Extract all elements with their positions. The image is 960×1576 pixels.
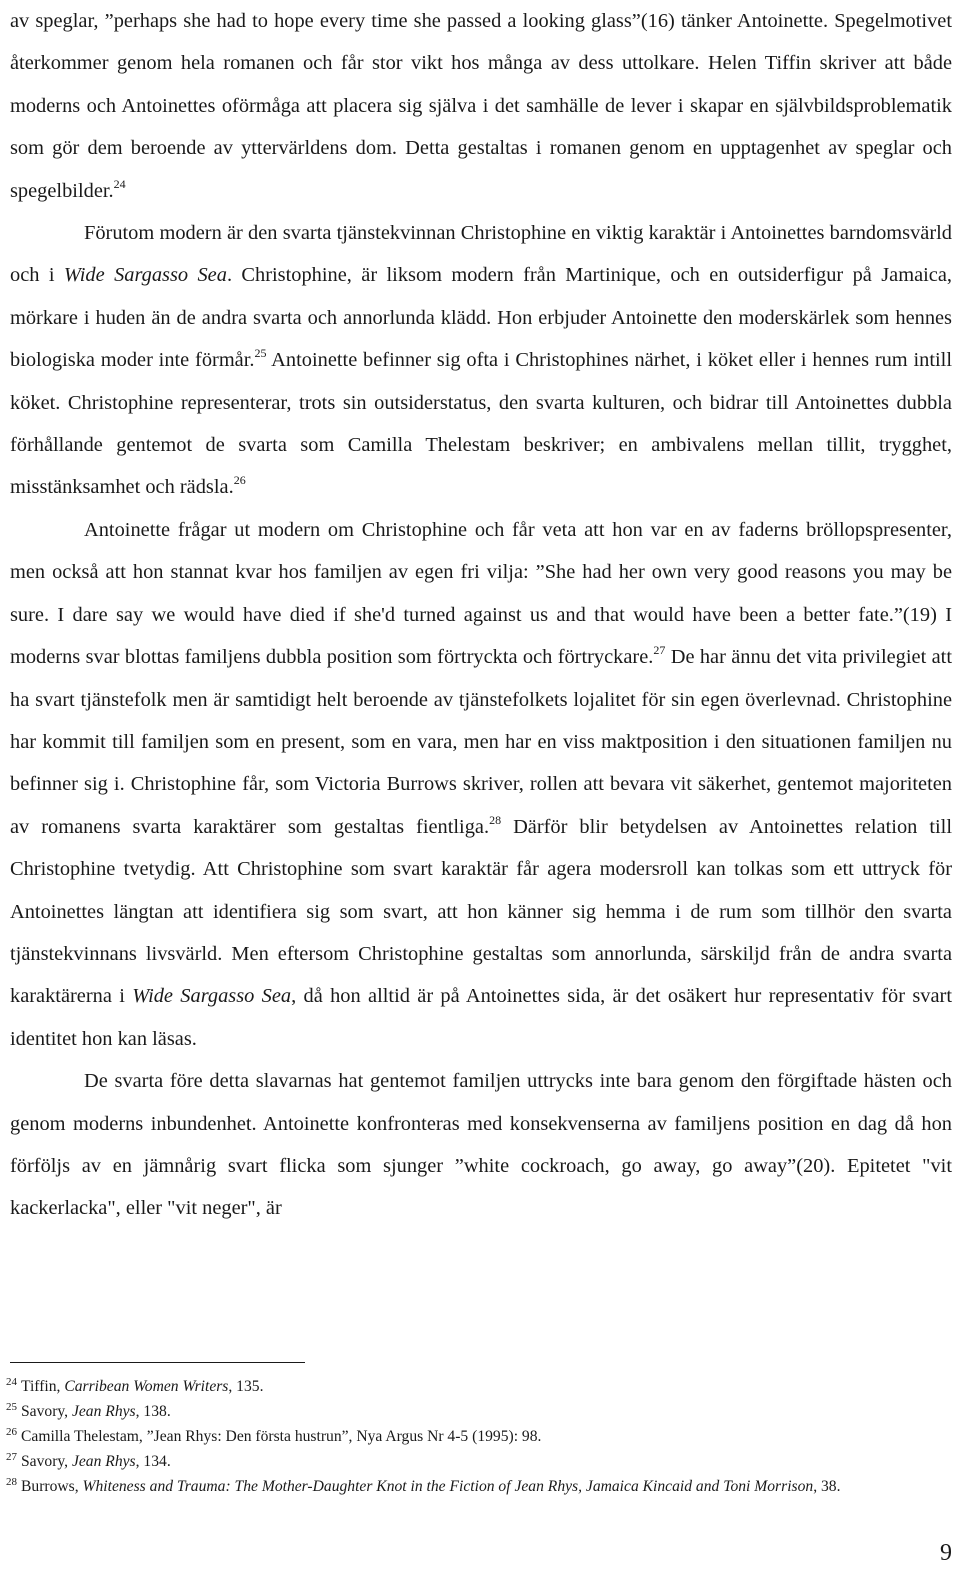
- footnote-number: 24: [6, 1376, 17, 1388]
- paragraph-4: [10, 1060, 952, 1230]
- paragraph-4-text: De svarta före detta slavarnas hat gentemot familjen uttrycks inte bara genom den förgiftade hästen och genom moderns inbundenhet. Antoinette konfronteras med konsekvenserna av familjens position en dag då hon förföljs av en jämnårig svart flicka som sjunger ”white cockroach, go away, go away”(20). Epitetet "vit kackerlacka", eller "vit neger", är: [10, 1070, 952, 1220]
- paragraph-3: [10, 509, 952, 1060]
- footnote-text: Burrows,: [21, 1478, 83, 1495]
- paragraph-1-text: av speglar, ”perhaps she had to hope every time she passed a looking glass”(16) tänker Antoinette. Spegelmotivet återkommer genom hela romanen och får stor vikt hos många av dess uttolkare. Helen Tiffin skriver att både moderns och Antoinettes oförmåga att placera sig själva i det samhälle de lever i skapar en självbildsproblematik som gör dem beroende av yttervärldens dom. Detta gestaltas i romanen genom en upptagenhet av speglar och spegelbilder.: [10, 10, 952, 202]
- footnote-number: 28: [6, 1476, 17, 1488]
- footnote-text: , 138.: [135, 1403, 171, 1420]
- footnote-ref-27[interactable]: 27: [653, 643, 666, 658]
- footnote-ref-25[interactable]: 25: [254, 346, 267, 361]
- footnote-number: 27: [6, 1451, 17, 1463]
- paragraph-2: [10, 212, 952, 509]
- paragraph-1: [10, 0, 952, 212]
- footnote-ref-26[interactable]: 26: [233, 473, 246, 488]
- footnote-text: Savory,: [21, 1403, 72, 1420]
- paragraph-3-text-a: Antoinette frågar ut modern om Christophine och får veta att hon var en av faderns bröllopspresenter, men också att hon stannat kvar hos familjen av egen fri vilja: ”She had her own very good reasons you may be sure. I dare say we would have died if she'd turned against us and that would have been a better fate.”(19) I moderns svar blottas familjens dubbla position som förtryckta och förtryckare.: [10, 518, 952, 669]
- footnote-text: Camilla Thelestam, ”Jean Rhys: Den första hustrun”, Nya Argus Nr 4-5 (1995): 98.: [21, 1428, 542, 1445]
- footnote-title: Carribean Women Writers: [64, 1378, 229, 1395]
- footnote-title: Whiteness and Trauma: The Mother-Daughter Knot in the Fiction of Jean Rhys, Jamaica Kincaid and Toni Morrison: [82, 1478, 814, 1495]
- footnote-text: , 135.: [228, 1378, 264, 1395]
- footnote-text: , 38.: [813, 1478, 841, 1495]
- footnote-text: Tiffin,: [21, 1378, 65, 1395]
- footnote-divider: [10, 1362, 305, 1363]
- footnote-number: 26: [6, 1426, 17, 1438]
- paragraph-3-text-d: , då hon alltid är på Antoinettes sida, är det osäkert hur representativ för svart identitet hon kan läsas.: [10, 985, 953, 1050]
- paragraph-2-text-a: Förutom modern är den svarta tjänstekvinnan Christophine en viktig karaktär i Antoinettes barndomsvärld och i: [10, 222, 952, 287]
- paragraph-3-text-b: De har ännu det vita privilegiet att ha svart tjänstefolk men är samtidigt helt beroende av tjänstefolkets lojalitet för sin egen överlevnad. Christophine har kommit till familjen som en present, som en vara, men har en viss maktposition i den situationen familjen nu befinner sig i. Christophine får, som Victoria Burrows skriver, rollen att bevara vit säkerhet, gentemot majoriteten av romanens svarta karaktärer som gestaltas fientliga.: [10, 646, 952, 838]
- footnote-ref-24[interactable]: 24: [113, 176, 126, 191]
- footnote-27: [6, 1449, 946, 1474]
- footnote-26: [6, 1424, 946, 1449]
- book-title: Wide Sargasso Sea: [132, 985, 292, 1008]
- page-number: 9: [940, 1540, 952, 1566]
- footnote-ref-28[interactable]: 28: [489, 812, 502, 827]
- footnote-25: [6, 1399, 946, 1424]
- paragraph-2-text-c: Antoinette befinner sig ofta i Christophines närhet, i köket eller i hennes rum intill köket. Christophine representerar, trots sin outsiderstatus, den svarta kulturen, och bidrar till Antoinettes dubbla förhållande gentemot de svarta som Camilla Thelestam beskriver; en ambivalens mellan tillit, trygghet, misstänksamhet och rädsla.: [10, 349, 952, 499]
- footnote-text: , 134.: [135, 1453, 171, 1470]
- book-title: Wide Sargasso Sea: [63, 264, 227, 287]
- footnote-text: Savory,: [21, 1453, 72, 1470]
- paragraph-2-text-b: . Christophine, är liksom modern från Martinique, och en outsiderfigur på Jamaica, mörkare i huden än de andra svarta och annorlunda klädd. Hon erbjuder Antoinette den moderskärlek som hennes biologiska moder inte förmår.: [10, 264, 953, 372]
- footnote-title: Jean Rhys: [71, 1453, 136, 1470]
- footnote-28: [6, 1474, 946, 1499]
- footnotes: [6, 1374, 946, 1499]
- footnote-24: [6, 1374, 946, 1399]
- footnote-title: Jean Rhys: [71, 1403, 136, 1420]
- footnote-number: 25: [6, 1401, 17, 1413]
- paragraph-3-text-c: Därför blir betydelsen av Antoinettes relation till Christophine tvetydig. Att Christophine som svart karaktär får agera modersroll kan tolkas som ett uttryck för Antoinettes längtan att identifiera sig som svart, att hon känner sig hemma i de rum som tillhör den svarta tjänstekvinnans livsvärld. Men eftersom Christophine gestaltas som annorlunda, särskiljd från de andra svarta karaktärerna i: [10, 815, 952, 1008]
- body-text: [10, 0, 952, 1230]
